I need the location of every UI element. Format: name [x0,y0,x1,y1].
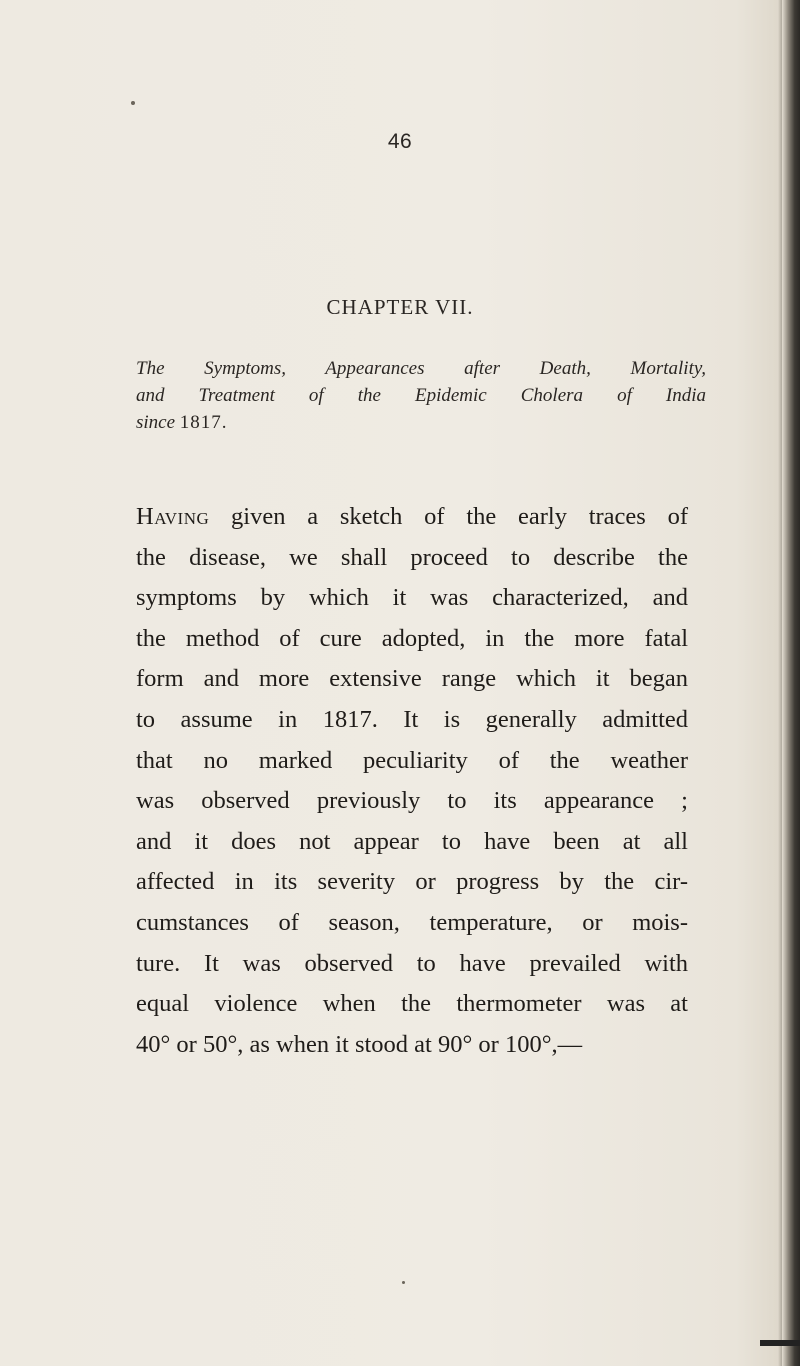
subtitle-year: 1817. [179,412,228,433]
body-paragraph [136,497,688,1065]
drop-word: Having [136,503,210,530]
edge-mark [760,1340,800,1346]
chapter-title: CHAPTER VII. [326,295,474,319]
subtitle-since: since [136,412,180,433]
body-line: form and more extensive range which it began [136,665,688,693]
subtitle-line-1: The Symptoms, Appearances after Death, Mortality, [136,358,706,379]
body-line: equal violence when the thermometer was at [136,990,688,1018]
body-line: Having given a sketch of the early traces of [136,503,688,530]
chapter-subtitle [136,355,706,436]
page-number: 46 [387,130,413,153]
body-line: 40° or 50°, as when it stood at 90° or 100°,— [136,1030,583,1058]
body-line: and it does not appear to have been at all [136,827,688,855]
body-line: cumstances of season, temperature, or mois- [136,908,688,936]
body-line: was observed previously to its appearance ; [136,787,688,815]
body-line: the method of cure adopted, in the more fatal [136,624,688,652]
body-line: affected in its severity or progress by the cir- [136,868,688,896]
subtitle-line-3 [136,409,706,436]
body-line: that no marked peculiarity of the weather [136,746,688,774]
paper-speck [131,101,135,105]
body-line: the disease, we shall proceed to describe the [136,543,688,571]
page-edge-shadow [782,0,800,1366]
body-line: to assume in 1817. It is generally admitted [136,705,688,733]
body-line: ture. It was observed to have prevailed with [136,949,688,977]
subtitle-line-2: and Treatment of the Epidemic Cholera of India [136,385,706,406]
paper-speck [402,1281,405,1284]
body-line: symptoms by which it was characterized, and [136,584,688,612]
